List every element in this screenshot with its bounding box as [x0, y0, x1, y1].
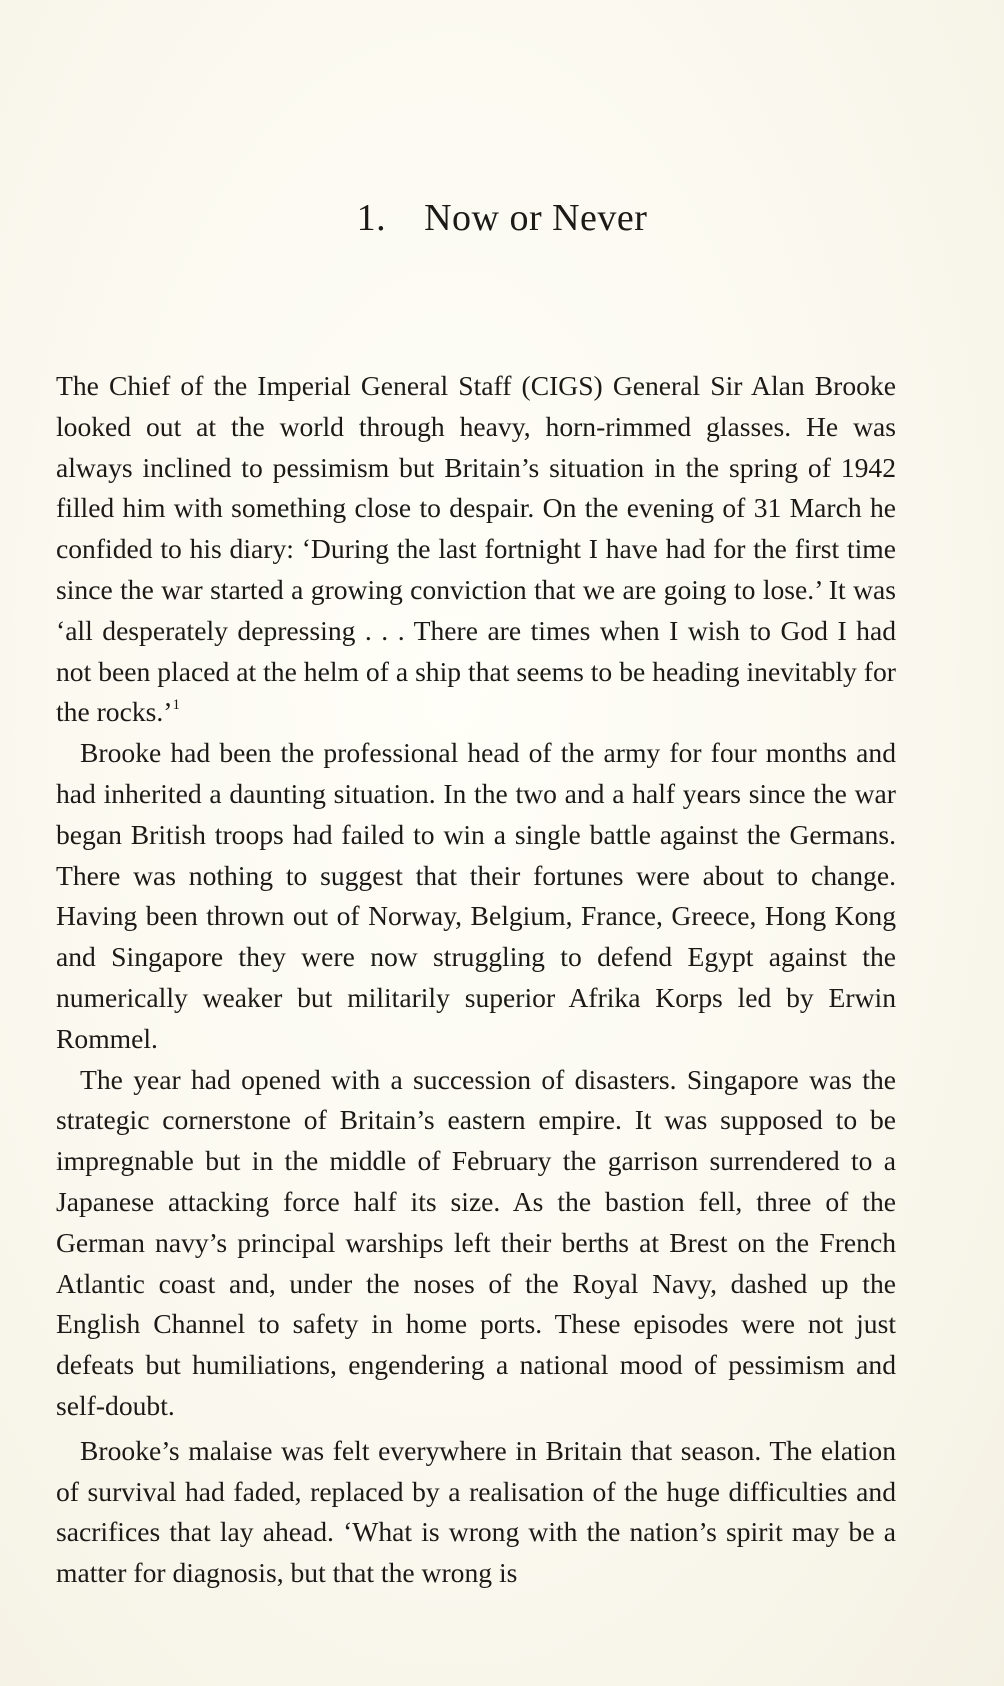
- paragraph-text: The Chief of the Imperial General Staff (CIGS) General Sir Alan Brooke looked out at the world through heavy, horn-rimmed glasses. He was always inclined to pessimism but Britain’s situation in the spring of 1942 filled him with something close to despair. On the evening of 31 March he confided to his diary: ‘During the last fortnight I have had for the first time since the war started a growing conviction that we are going to lose.’ It was ‘all desperately depressing . . . There are times when I wish to God I had not been placed at the helm of a ship that seems to be heading inevitably for the rocks.’: [56, 370, 896, 728]
- paragraph-text: Brooke had been the professional head of the army for four months and had inherited a daunting situation. In the two and a half years since the war began British troops had failed to win a single battle against the Germans. There was nothing to suggest that their fortunes were about to change. Having been thrown out of Norway, Belgium, France, Greece, Hong Kong and Singapore they were now struggling to defend Egypt against the numerically weaker but militarily superior Afrika Korps led by Erwin Rommel.: [56, 737, 896, 1054]
- chapter-heading: [0, 196, 1004, 240]
- paragraph-3: [56, 1060, 896, 1427]
- paragraph-text: The year had opened with a succession of disasters. Singapore was the strategic cornerstone of Britain’s eastern empire. It was supposed to be impregnable but in the middle of February the garrison surrendered to a Japanese attacking force half its size. As the bastion fell, three of the German navy’s principal warships left their berths at Brest on the French Atlantic coast and, under the noses of the Royal Navy, dashed up the English Channel to safety in home ports. These episodes were not just defeats but humiliations, engendering a national mood of pessimism and self-doubt.: [56, 1063, 896, 1421]
- paragraph-1: [56, 366, 896, 733]
- chapter-number: 1.: [356, 197, 387, 239]
- chapter-body: [56, 366, 896, 1594]
- paragraph-2: [56, 733, 896, 1059]
- paragraph-text: Brooke’s malaise was felt everywhere in Britain that season. The elation of survival had faded, replaced by a realisation of the huge difficulties and sacrifices that lay ahead. ‘What is wrong with the nation’s spirit may be a matter for diagnosis, but that the wrong is: [56, 1434, 896, 1589]
- footnote-marker[interactable]: 1: [172, 697, 180, 714]
- chapter-title: Now or Never: [424, 197, 648, 239]
- paragraph-4: [56, 1431, 896, 1594]
